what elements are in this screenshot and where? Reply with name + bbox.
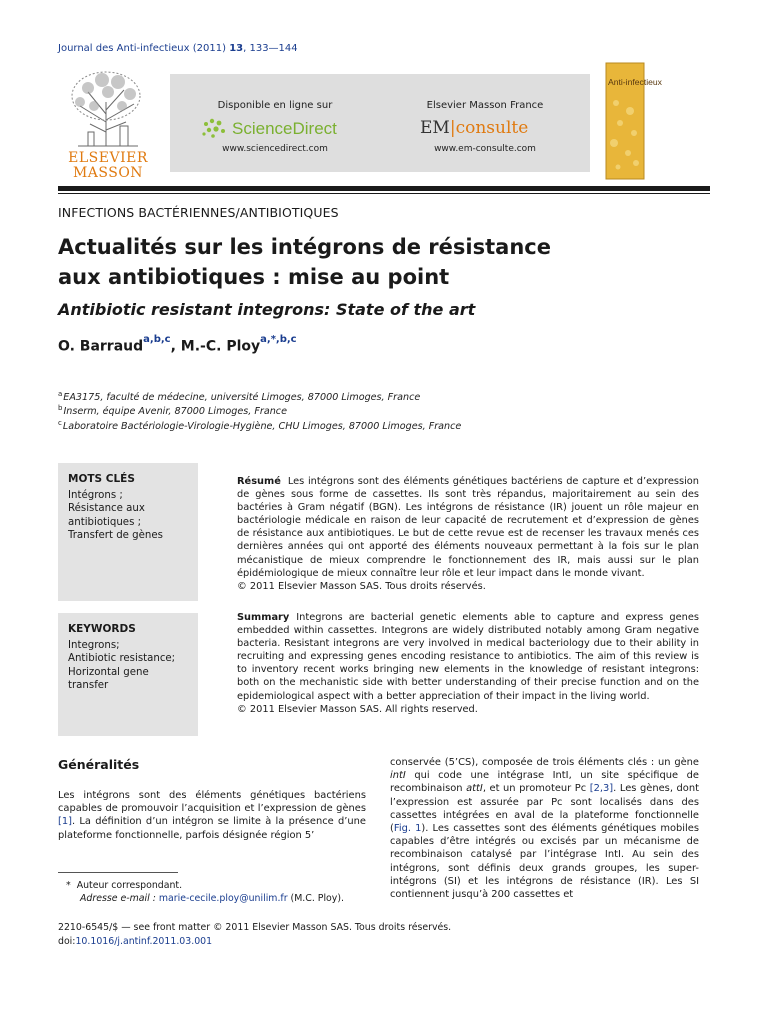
emconsulte-title: Elsevier Masson France (426, 100, 544, 111)
header-rule-thin (58, 193, 710, 194)
affiliation-text: EA3175, faculté de médecine, université Limoges, 87000 Limoges, France (63, 392, 421, 404)
affiliation-a (58, 390, 420, 403)
doi-link[interactable]: 10.1016/j.antinf.2011.03.001 (75, 936, 213, 947)
abstract-fr (237, 475, 699, 593)
footnote-text: Auteur correspondant. (76, 880, 183, 891)
affiliation-c (58, 419, 461, 432)
body-text: , et un promoteur Pc (482, 783, 590, 795)
body-column-left (58, 789, 366, 842)
body-text: Les intégrons sont des éléments génétiques bactériens capables de promouvoir l’acquisition et l’expression de gènes (58, 790, 366, 815)
email-suffix: (M.C. Ploy). (287, 893, 344, 905)
emconsulte-logo[interactable]: EM|consulte (420, 118, 529, 138)
affiliation-mark: a (58, 390, 63, 398)
sciencedirect-dots-icon (200, 116, 360, 140)
affiliation-text: Inserm, équipe Avenir, 87000 Limoges, France (63, 406, 287, 418)
keyword-item: Intégrons ; (68, 490, 123, 502)
keywords-en-heading: KEYWORDS (68, 623, 136, 635)
elsevier-word: ELSEVIER (68, 150, 148, 166)
affiliation-text: Laboratoire Bactériologie-Virologie-Hygiène, CHU Limoges, 87000 Limoges, France (62, 421, 462, 433)
keyword-item: Transfert de gènes (68, 529, 163, 541)
em-word: EM (420, 118, 450, 138)
gene-name: intI (390, 770, 406, 782)
keyword-item: antibiotiques ; (68, 516, 142, 528)
title-fr-line-1: Actualités sur les intégrons de résistance (58, 235, 551, 259)
sciencedirect-logo[interactable] (200, 116, 360, 140)
header-rule-thick (58, 186, 710, 191)
sciencedirect-url[interactable]: www.sciencedirect.com (222, 144, 328, 154)
abstract-en-copyright: © 2011 Elsevier Masson SAS. All rights reserved. (237, 703, 478, 715)
article-title-en: Antibiotic resistant integrons: State of the art (58, 300, 476, 319)
journal-cover (606, 63, 662, 179)
cover-title: Anti-infectieux (608, 77, 662, 87)
body-text: . Les gènes, dont l’expression est assurée par Pc sont localisés dans des cassettes intégrées en aval de la plateforme fonctionnelle ( (390, 783, 699, 835)
keyword-item: Integrons; (68, 640, 120, 652)
keyword-item: Résistance aux (68, 503, 145, 515)
citation-link[interactable]: [1] (58, 816, 72, 828)
figure-link[interactable]: Fig. 1 (393, 823, 422, 835)
masson-word: MASSON (72, 165, 144, 181)
consulte-word: consulte (455, 118, 529, 138)
corresponding-author-footnote (58, 879, 344, 905)
sciencedirect-title: Disponible en ligne sur (217, 100, 333, 111)
keywords-fr-heading: MOTS CLÉS (68, 473, 135, 485)
author-name: M.-C. Ploy (180, 338, 261, 355)
affiliation-mark: b (58, 404, 63, 412)
journal-name: Journal des Anti-infectieux (58, 43, 190, 54)
journal-reference[interactable] (58, 43, 298, 54)
issn-block (58, 921, 451, 949)
affiliation-mark: c (58, 419, 62, 427)
body-text: ). Les cassettes sont des éléments génétiques mobiles capables d’être intégrés ou excisés par un mécanisme de recombinaison catalysé par l’intégrase IntI. Au sein des intégrons, sont définis deux grands groupes, les super-intégrons (SI) et les intégrons de résistance (IR). Les SI contiennent jusqu’à 200 cassettes et (390, 823, 699, 901)
email-label: Adresse e-mail : (80, 893, 156, 905)
abstract-en-text: Integrons are bacterial genetic elements able to capture and express genes embedded within cassettes. Integrons are widely distributed notably among Gram negative bacteria. Resistant integrons are very involved in medical bacteriology due to their ability in recruiting and expressing genes encoding resistance to antibiotics. The aim of this review is to inventory recent works bringing new elements in the knowledge of resistant integrons: both on the mechanistic side with better understanding of their precise function and on the epidemiological aspect with a better appreciation of their impact in the living world. (237, 612, 699, 702)
article-title-fr (58, 232, 698, 292)
abstract-fr-label: Résumé (237, 476, 281, 487)
sciencedirect-wordmark: ScienceDirect (232, 119, 337, 138)
site-name: attI (466, 783, 483, 795)
footnote-mark: * (66, 880, 71, 891)
publisher-banner (170, 74, 590, 172)
author-separator: , (170, 338, 181, 355)
body-text: conservée (5’CS), composée de trois éléments clés : un gène (390, 757, 699, 768)
footnote-rule (58, 872, 178, 873)
author-affiliation-marks[interactable]: a,*,b,c (260, 334, 297, 345)
keyword-item: Antibiotic resistance; (68, 653, 176, 665)
author-affiliation-marks[interactable]: a,b,c (143, 334, 171, 345)
keyword-item: Horizontal gene transfer (68, 666, 149, 691)
journal-volume: 13 (229, 43, 244, 54)
issn-line: 2210-6545/$ — see front matter © 2011 Elsevier Masson SAS. Tous droits réservés. (58, 922, 452, 933)
citation-link[interactable]: [2,3] (589, 783, 614, 795)
body-text: . La définition d’un intégron se limite à la présence d’une plateforme fonctionnelle, parfois désignée région 5’ (58, 816, 366, 841)
section-title-generalites: Généralités (58, 757, 140, 772)
abstract-fr-copyright: © 2011 Elsevier Masson SAS. Tous droits réservés. (237, 580, 486, 592)
keywords-fr-box (58, 463, 198, 601)
abstract-fr-text: Les intégrons sont des éléments génétiques bactériens de capture et d’expression de gènes sous forme de cassettes. Ils sont très répandus, majoritairement au sein des bactéries à Gram négatif (BGN). Les intégrons de résistance (IR) jouent un rôle majeur en bactériologie médicale en raison de leur capacité de recrutement et d’expression de gènes de résistance aux antibiotiques. Le but de cette revue est de recenser les travaux menés ces dernières années qui ont apporté des éléments nouveaux permettant à la fois sur le plan mécanistique de mieux comprendre le fonctionnement des IR, mais aussi sur le plan épidémiologique de mieux connaître leur rôle et leur impact dans le monde vivant. (237, 476, 699, 579)
emconsulte-url[interactable]: www.em-consulte.com (434, 144, 536, 154)
body-column-right (390, 756, 699, 901)
body-text: qui code une intégrase IntI, un site spécifique de recombinaison (390, 770, 699, 795)
abstract-en (237, 611, 699, 716)
elsevier-tree-icon (58, 62, 158, 180)
journal-year: (2011) (192, 43, 226, 54)
journal-pages: , 133—144 (243, 43, 298, 54)
affiliation-b (58, 404, 287, 417)
author-list (58, 334, 297, 355)
elsevier-masson-logo (58, 62, 158, 180)
abstract-en-label: Summary (237, 612, 290, 623)
author-name: O. Barraud (58, 338, 144, 355)
doi-prefix: doi: (58, 936, 76, 947)
keywords-en-box (58, 613, 198, 736)
email-link[interactable]: marie-cecile.ploy@unilim.fr (158, 893, 288, 905)
title-fr-line-2: aux antibiotiques : mise au point (58, 265, 450, 289)
article-category: INFECTIONS BACTÉRIENNES/ANTIBIOTIQUES (58, 205, 339, 220)
